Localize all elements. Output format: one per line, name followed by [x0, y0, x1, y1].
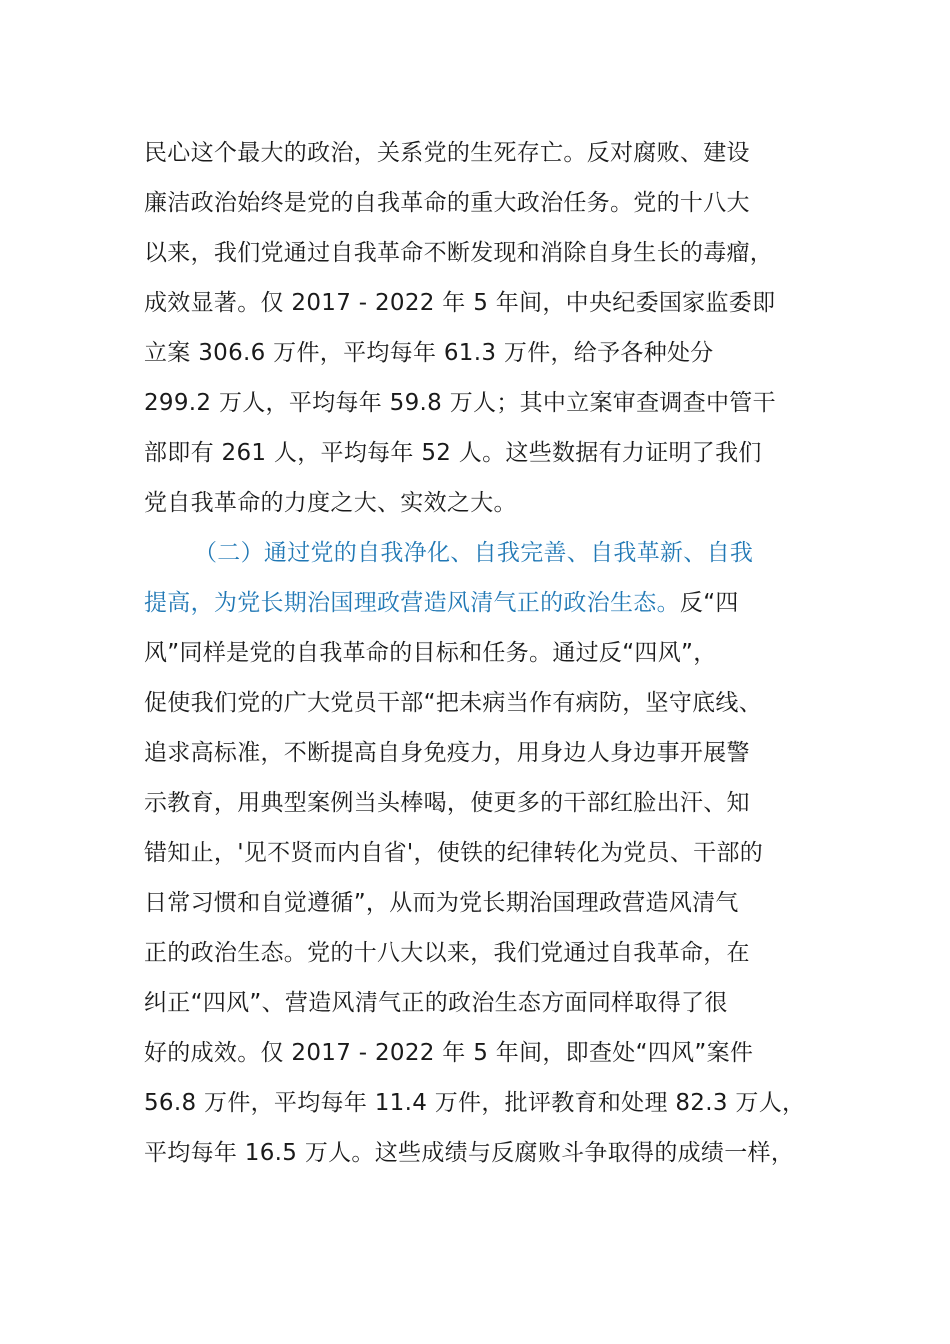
body-line: 56.8 万件，平均每年 11.4 万件，批评教育和处理 82.3 万人，	[144, 1090, 806, 1116]
document-body	[144, 128, 844, 1178]
body-line: 好的成效。仅 2017 - 2022 年 5 年间，即查处“四风”案件	[144, 1040, 754, 1066]
body-line: 纠正“四风”、营造风清气正的政治生态方面同样取得了很	[144, 990, 728, 1016]
body-line: 民心这个最大的政治，关系党的生死存亡。反对腐败、建设	[144, 140, 750, 166]
body-line: 追求高标准，不断提高自身免疫力，用身边人身边事开展警	[144, 740, 750, 766]
body-line: 风”同样是党的自我革命的目标和任务。通过反“四风”，	[144, 640, 717, 666]
body-line: 示教育，用典型案例当头棒喝，使更多的干部红脸出汗、知	[144, 790, 750, 816]
body-line: 成效显著。仅 2017 - 2022 年 5 年间，中央纪委国家监委即	[144, 290, 776, 316]
section-heading: （二）通过党的自我净化、自我完善、自我革新、自我	[194, 540, 754, 566]
body-line: 立案 306.6 万件，平均每年 61.3 万件，给予各种处分	[144, 340, 714, 366]
body-line: 日常习惯和自觉遵循”，从而为党长期治国理政营造风清气	[144, 890, 739, 916]
body-line: 廉洁政治始终是党的自我革命的重大政治任务。党的十八大	[144, 190, 750, 216]
section-heading-tail: 提高，为党长期治国理政营造风清气正的政治生态。	[144, 590, 680, 616]
body-line: 部即有 261 人，平均每年 52 人。这些数据有力证明了我们	[144, 440, 762, 466]
body-line: 促使我们党的广大党员干部“把未病当作有病防，坚守底线、	[144, 690, 763, 716]
body-line: 党自我革命的力度之大、实效之大。	[144, 490, 517, 516]
body-line: 以来，我们党通过自我革命不断发现和消除自身生长的毒瘤，	[144, 240, 774, 266]
section-heading-continuation	[144, 578, 844, 628]
body-line: 平均每年 16.5 万人。这些成绩与反腐败斗争取得的成绩一样，	[144, 1140, 795, 1166]
body-text-inline: 反“四	[679, 590, 739, 616]
body-line: 错知止，'见不贤而内自省'，使铁的纪律转化为党员、干部的	[144, 840, 764, 866]
body-line: 正的政治生态。党的十八大以来，我们党通过自我革命，在	[144, 940, 750, 966]
body-line: 299.2 万人，平均每年 59.8 万人；其中立案审查调查中管干	[144, 390, 776, 416]
